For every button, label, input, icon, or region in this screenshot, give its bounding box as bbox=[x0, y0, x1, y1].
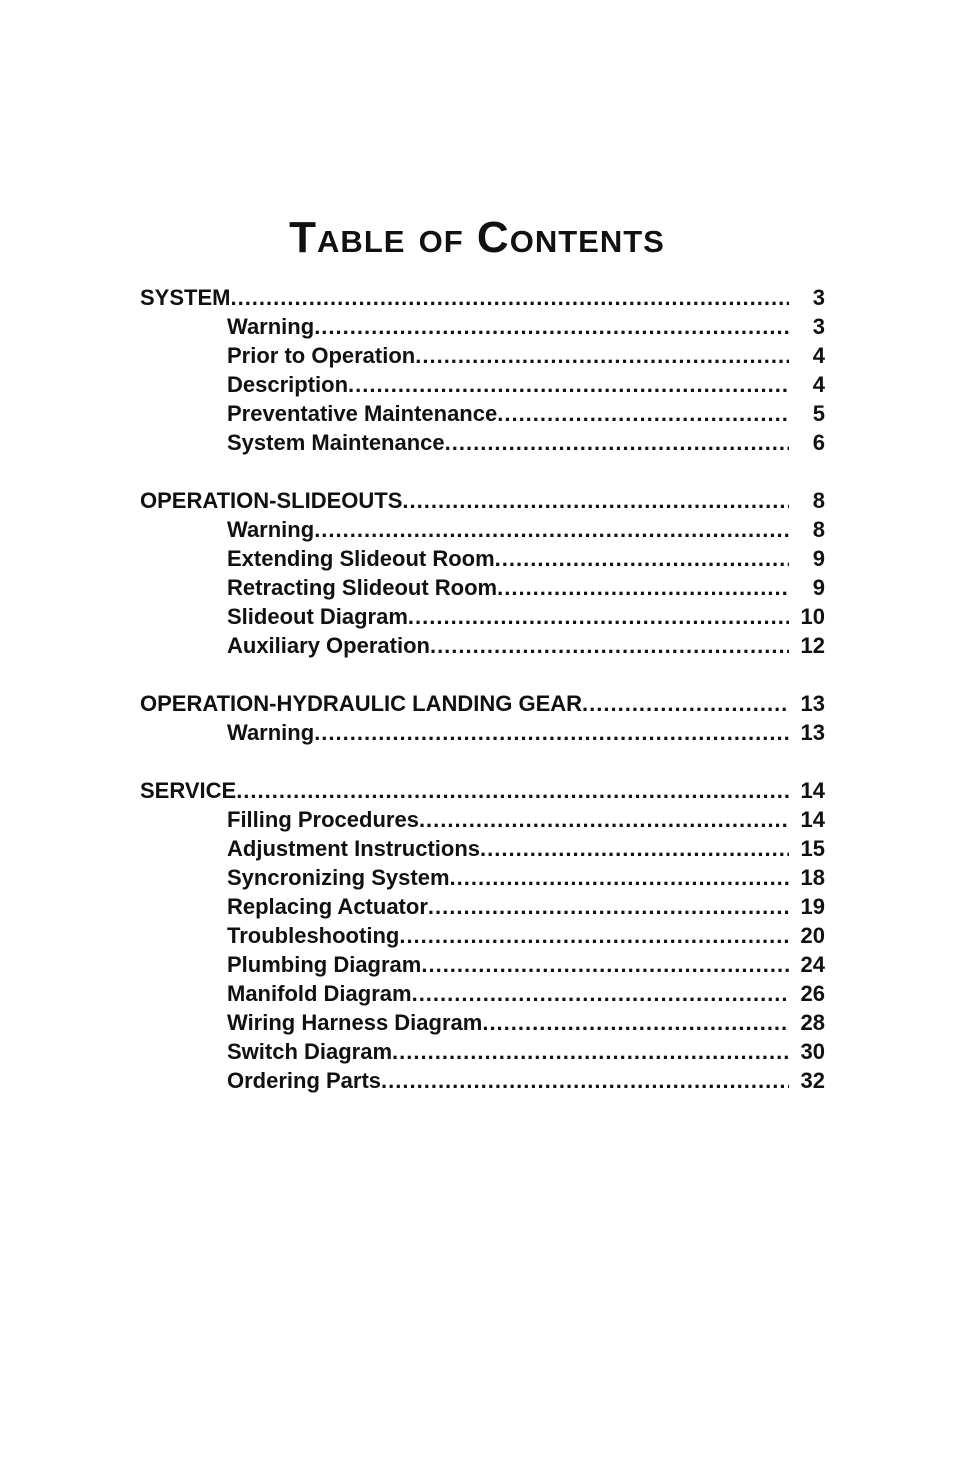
toc-entry-label: Warning bbox=[227, 720, 315, 745]
toc-subentry[interactable] bbox=[140, 863, 825, 892]
toc-subentry[interactable] bbox=[140, 921, 825, 950]
toc-page-number: 10 bbox=[800, 604, 825, 629]
dot-leader bbox=[482, 1008, 789, 1037]
dot-leader bbox=[419, 805, 789, 834]
toc-entry-label: Syncronizing System bbox=[227, 865, 450, 890]
toc-entry-label: Auxiliary Operation bbox=[227, 633, 430, 658]
dot-leader bbox=[430, 631, 789, 660]
toc-subentry[interactable] bbox=[140, 1037, 825, 1066]
dot-leader bbox=[428, 892, 789, 921]
dot-leader bbox=[408, 602, 789, 631]
dot-leader bbox=[381, 1066, 789, 1095]
toc-entry-label: OPERATION-SLIDEOUTS bbox=[140, 488, 403, 513]
toc-page-number: 3 bbox=[812, 314, 825, 339]
toc-page-number: 32 bbox=[800, 1068, 825, 1093]
toc-entry-label: OPERATION-HYDRAULIC LANDING GEAR bbox=[140, 691, 583, 716]
toc-entry-label: Filling Procedures bbox=[227, 807, 419, 832]
toc-page-number: 3 bbox=[812, 285, 825, 310]
toc-page-number: 12 bbox=[800, 633, 825, 658]
dot-leader bbox=[450, 863, 789, 892]
toc-page-number: 26 bbox=[800, 981, 825, 1006]
dot-leader bbox=[495, 544, 789, 573]
page-title: Table of Contents bbox=[289, 213, 665, 262]
toc-subentry[interactable] bbox=[140, 341, 825, 370]
toc-subentry[interactable] bbox=[140, 370, 825, 399]
toc-subentry[interactable] bbox=[140, 631, 825, 660]
toc-subentry[interactable] bbox=[140, 1008, 825, 1037]
toc-section-entry[interactable] bbox=[140, 486, 825, 515]
toc-page-number: 8 bbox=[812, 488, 825, 513]
dot-leader bbox=[314, 515, 789, 544]
toc-subentry[interactable] bbox=[140, 428, 825, 457]
dot-leader bbox=[421, 950, 789, 979]
toc-entry-label: Replacing Actuator bbox=[227, 894, 428, 919]
toc-subentry[interactable] bbox=[140, 892, 825, 921]
dot-leader bbox=[236, 776, 789, 805]
toc-subentry[interactable] bbox=[140, 399, 825, 428]
toc-page-number: 9 bbox=[812, 575, 825, 600]
dot-leader bbox=[399, 921, 789, 950]
toc-entry-label: System Maintenance bbox=[227, 430, 445, 455]
toc-subentry[interactable] bbox=[140, 805, 825, 834]
dot-leader bbox=[402, 486, 789, 515]
toc-page-number: 24 bbox=[800, 952, 825, 977]
toc-subentry[interactable] bbox=[140, 515, 825, 544]
toc-page-number: 20 bbox=[800, 923, 825, 948]
toc-entry-label: Switch Diagram bbox=[227, 1039, 393, 1064]
dot-leader bbox=[412, 979, 789, 1008]
toc-entry-label: Prior to Operation bbox=[227, 343, 416, 368]
toc-page-number: 9 bbox=[812, 546, 825, 571]
table-of-contents bbox=[140, 283, 825, 1095]
toc-entry-label: Description bbox=[227, 372, 349, 397]
dot-leader bbox=[497, 573, 789, 602]
toc-page-number: 13 bbox=[800, 691, 825, 716]
toc-subentry[interactable] bbox=[140, 718, 825, 747]
dot-leader bbox=[230, 283, 789, 312]
toc-entry-label: SYSTEM bbox=[140, 285, 231, 310]
dot-leader bbox=[497, 399, 789, 428]
toc-entry-label: Manifold Diagram bbox=[227, 981, 412, 1006]
toc-entry-label: Warning bbox=[227, 314, 315, 339]
toc-section-entry[interactable] bbox=[140, 689, 825, 718]
toc-page-number: 28 bbox=[800, 1010, 825, 1035]
toc-page-number: 15 bbox=[800, 836, 825, 861]
toc-page-number: 13 bbox=[800, 720, 825, 745]
toc-page-number: 14 bbox=[800, 778, 825, 803]
toc-subentry[interactable] bbox=[140, 602, 825, 631]
dot-leader bbox=[480, 834, 789, 863]
toc-page-number: 5 bbox=[812, 401, 825, 426]
toc-entry-label: Extending Slideout Room bbox=[227, 546, 495, 571]
dot-leader bbox=[392, 1037, 789, 1066]
toc-subentry[interactable] bbox=[140, 979, 825, 1008]
toc-subentry[interactable] bbox=[140, 544, 825, 573]
toc-section-entry[interactable] bbox=[140, 776, 825, 805]
toc-page-number: 19 bbox=[800, 894, 825, 919]
toc-entry-label: Slideout Diagram bbox=[227, 604, 408, 629]
toc-entry-label: Preventative Maintenance bbox=[227, 401, 498, 426]
dot-leader bbox=[582, 689, 789, 718]
toc-subentry[interactable] bbox=[140, 834, 825, 863]
dot-leader bbox=[445, 428, 789, 457]
toc-page-number: 8 bbox=[812, 517, 825, 542]
toc-page-number: 14 bbox=[800, 807, 825, 832]
toc-page-number: 18 bbox=[800, 865, 825, 890]
toc-page-number: 4 bbox=[812, 372, 825, 397]
dot-leader bbox=[314, 718, 789, 747]
toc-page-number: 6 bbox=[812, 430, 825, 455]
toc-subentry[interactable] bbox=[140, 950, 825, 979]
toc-subentry[interactable] bbox=[140, 1066, 825, 1095]
toc-entry-label: SERVICE bbox=[140, 778, 237, 803]
toc-entry-label: Troubleshooting bbox=[227, 923, 400, 948]
toc-entry-label: Retracting Slideout Room bbox=[227, 575, 498, 600]
toc-section-entry[interactable] bbox=[140, 283, 825, 312]
toc-entry-label: Warning bbox=[227, 517, 315, 542]
toc-entry-label: Plumbing Diagram bbox=[227, 952, 422, 977]
toc-subentry[interactable] bbox=[140, 573, 825, 602]
toc-page-number: 30 bbox=[800, 1039, 825, 1064]
toc-entry-label: Wiring Harness Diagram bbox=[227, 1010, 483, 1035]
toc-page-number: 4 bbox=[812, 343, 825, 368]
toc-entry-label: Adjustment Instructions bbox=[227, 836, 481, 861]
toc-subentry[interactable] bbox=[140, 312, 825, 341]
dot-leader bbox=[415, 341, 789, 370]
dot-leader bbox=[348, 370, 789, 399]
dot-leader bbox=[314, 312, 789, 341]
toc-entry-label: Ordering Parts bbox=[227, 1068, 382, 1093]
